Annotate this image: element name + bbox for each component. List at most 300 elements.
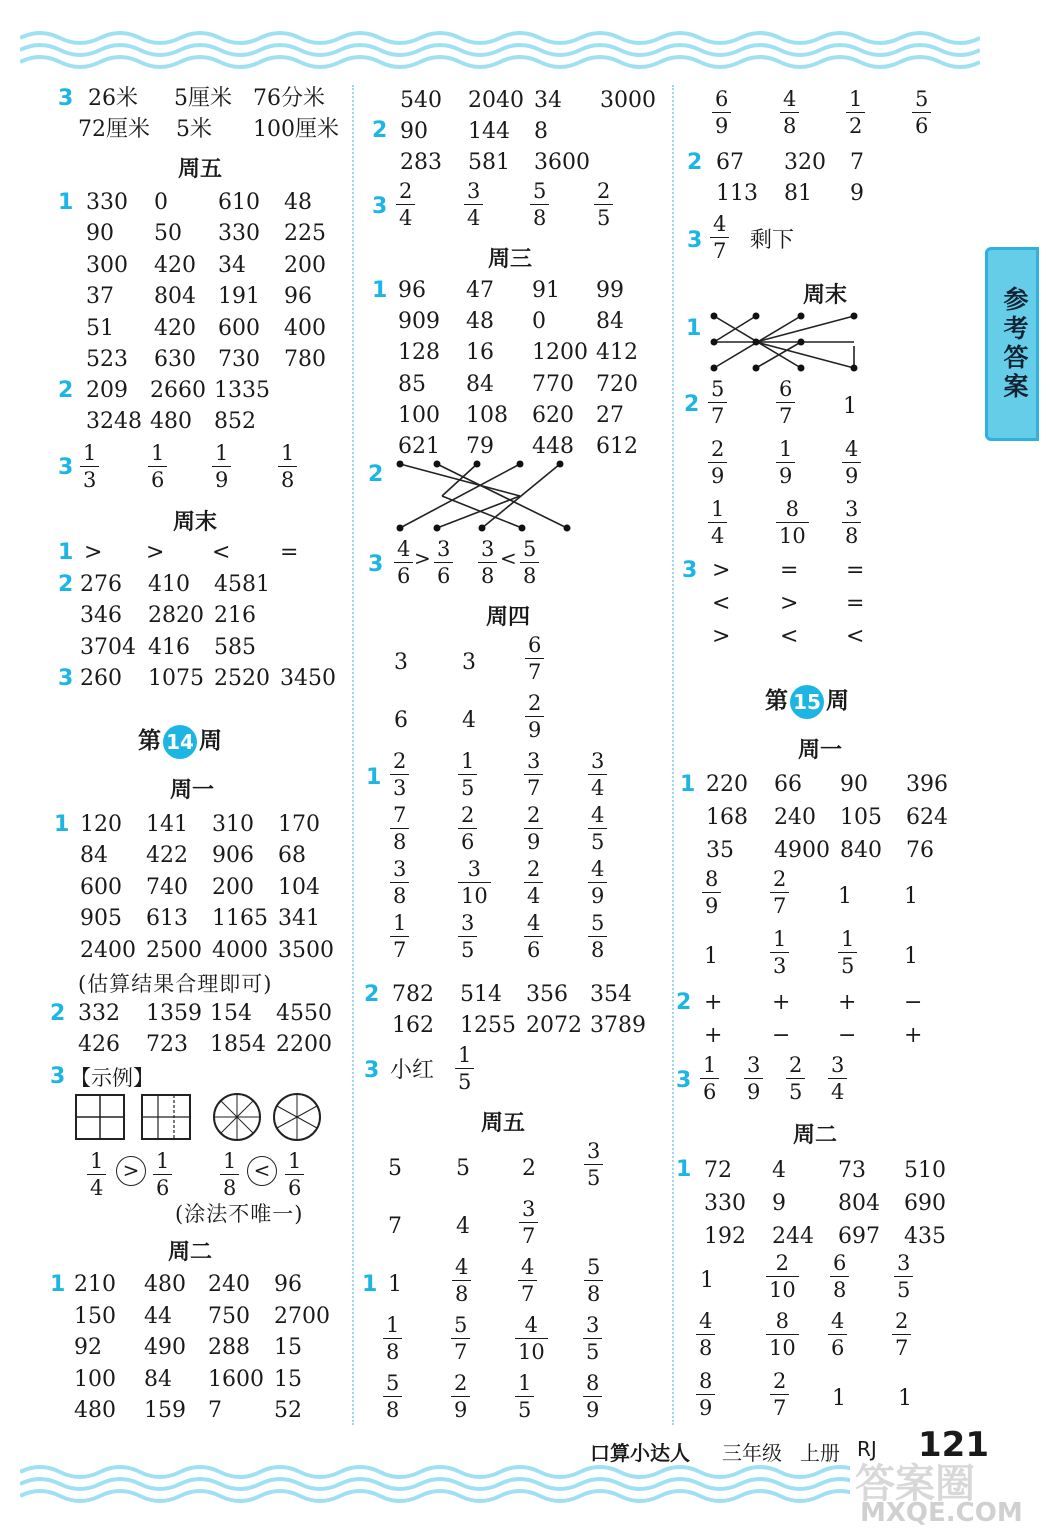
answer-cell: 91: [532, 278, 560, 303]
answer-cell: 4581: [214, 572, 270, 597]
answer-cell: 8: [534, 119, 548, 144]
column-divider: [672, 85, 674, 1425]
numerator: 3: [744, 1052, 763, 1079]
answer-cell: 630: [154, 347, 196, 372]
denominator: 7: [521, 1282, 535, 1306]
fraction: [776, 496, 809, 549]
denominator: 4: [711, 524, 725, 548]
answer-cell: 852: [214, 409, 256, 435]
denominator: 7: [527, 776, 541, 800]
answer-cell: 90: [400, 119, 428, 144]
denominator: 7: [713, 239, 727, 263]
column-divider: [352, 85, 354, 1425]
fraction: [525, 690, 544, 743]
week-number-badge: 14: [163, 725, 197, 759]
answer-cell: 4900: [774, 838, 830, 863]
denominator: 6: [461, 830, 475, 854]
answer-cell: 2700: [274, 1303, 330, 1329]
answer-cell: 523: [86, 347, 128, 372]
fraction: [212, 440, 231, 493]
numerator: 1: [153, 1148, 172, 1175]
denominator: 8: [393, 884, 407, 908]
comparison-sign: <: [780, 624, 799, 649]
denominator: 8: [223, 1176, 237, 1200]
denominator: 4: [527, 884, 541, 908]
numerator: 4: [394, 536, 413, 563]
question-number: 1: [686, 316, 702, 341]
numerator: 2: [708, 436, 727, 463]
answer-cell: 73: [838, 1158, 866, 1183]
fraction: [285, 1148, 304, 1201]
denominator: 9: [454, 1398, 468, 1422]
denominator: 9: [586, 1398, 600, 1422]
numerator: 1: [148, 440, 167, 467]
answer-cell: 770: [532, 371, 574, 397]
numerator: 1: [220, 1148, 239, 1175]
section-heading: 周末: [802, 283, 847, 308]
answer-cell: 7: [208, 1398, 222, 1424]
numerator: 2: [766, 1250, 799, 1277]
answer-cell: 100: [74, 1366, 116, 1392]
question-number: 3: [372, 194, 388, 219]
numerator: 1: [383, 1312, 402, 1339]
answer-cell: 191: [218, 284, 260, 310]
fraction: [478, 536, 497, 589]
answer-cell: 581: [468, 150, 510, 176]
denominator: 9: [715, 114, 729, 138]
numerator: 3: [478, 536, 497, 563]
answer-cell: −: [772, 1023, 791, 1048]
fraction: [390, 802, 409, 855]
answer-cell: 410: [148, 572, 190, 597]
fraction: [390, 748, 409, 801]
numerator: 5: [584, 1254, 603, 1281]
answer-cell: 1: [388, 1272, 402, 1297]
numerator: 8: [583, 1370, 602, 1397]
answer-cell: 0: [154, 190, 168, 215]
fraction: [770, 1368, 789, 1421]
fraction: [80, 440, 99, 493]
answer-cell: 7: [850, 150, 864, 175]
answer-cell: 170: [278, 812, 320, 837]
answer-cell: 1: [704, 944, 718, 969]
answer-cell: 420: [154, 252, 196, 278]
numerator: 1: [770, 926, 789, 953]
denominator: 7: [393, 938, 407, 962]
answer-cell: 200: [212, 874, 254, 900]
fraction: [220, 1148, 239, 1201]
answer-cell: 4: [456, 1214, 470, 1239]
answer-cell: 84: [144, 1366, 172, 1392]
fraction: [458, 748, 477, 801]
denominator: 8: [393, 830, 407, 854]
fraction: [700, 1052, 719, 1105]
numerator: 4: [524, 910, 543, 937]
shading-note: (涂法不唯一): [175, 1202, 304, 1226]
answer-cell: 52: [274, 1398, 302, 1424]
answer-cell: 0: [532, 309, 546, 335]
answer-cell: 490: [144, 1335, 186, 1361]
watermark-url: MXQE.COM: [860, 1498, 1023, 1528]
denominator: 5: [586, 1340, 600, 1364]
denominator: 9: [711, 464, 725, 488]
denominator: 7: [773, 1396, 787, 1420]
answer-cell: 1075: [148, 666, 204, 691]
numerator: 7: [390, 802, 409, 829]
section-heading: 周五: [480, 1111, 525, 1136]
circle-sixths: [274, 1094, 320, 1140]
fraction: [828, 1308, 847, 1361]
answer-cell: 260: [80, 666, 122, 691]
fraction: [776, 436, 795, 489]
comparison-sign: >: [712, 558, 731, 583]
numerator: 5: [383, 1370, 402, 1397]
denominator: 8: [386, 1340, 400, 1364]
fraction: [451, 1312, 470, 1365]
question-number: 2: [364, 982, 380, 1007]
fraction: [842, 496, 861, 549]
question-number: 1: [50, 1272, 66, 1297]
comparison-sign: >: [780, 591, 799, 616]
numerator: 3: [894, 1250, 913, 1277]
fraction: [786, 1052, 805, 1105]
fraction: [520, 536, 539, 589]
denominator: 5: [461, 776, 475, 800]
square-shaded-sixth: [142, 1095, 190, 1139]
answer-cell: 128: [398, 340, 440, 366]
answer-cell: 79: [466, 434, 494, 459]
denominator: 7: [711, 404, 725, 428]
fraction: [583, 1312, 602, 1365]
week-number-badge: 15: [790, 685, 824, 719]
fraction: [588, 802, 607, 855]
page-number: 121: [918, 1425, 989, 1465]
fraction: [828, 1052, 847, 1105]
answer-cell: 15: [274, 1366, 302, 1392]
fraction: [455, 1042, 474, 1095]
answer-cell: 34: [218, 252, 246, 278]
fraction: [390, 856, 409, 909]
numerator: 6: [712, 86, 731, 113]
numerator: 4: [588, 856, 607, 883]
fraction: [594, 178, 613, 231]
answer-cell: 300: [86, 252, 128, 278]
book-title: 口算小达人: [590, 1441, 690, 1465]
denominator: 7: [779, 404, 793, 428]
answer-cell: 96: [398, 278, 426, 303]
numerator: 2: [786, 1052, 805, 1079]
question-number: 1: [680, 772, 696, 797]
fraction: [518, 1254, 537, 1307]
numerator: 3: [458, 910, 477, 937]
fraction: [584, 1254, 603, 1307]
answer-cell: 100: [398, 402, 440, 428]
denominator: 8: [591, 938, 605, 962]
answer-cell: +: [704, 1023, 723, 1048]
answer-cell: 356: [526, 982, 568, 1007]
answer-cell: 26米: [88, 86, 138, 111]
fraction: [383, 1312, 402, 1365]
question-number: 3: [50, 1064, 66, 1089]
denominator: 9: [527, 830, 541, 854]
answer-cell: 448: [532, 434, 574, 459]
fraction: [383, 1370, 402, 1423]
numerator: 8: [702, 866, 721, 893]
answer-cell: 2040: [468, 88, 524, 113]
answer-cell: +: [772, 990, 791, 1015]
numerator: 4: [842, 436, 861, 463]
fraction: [515, 1312, 548, 1365]
denominator: 8: [587, 1282, 601, 1306]
denominator: 5: [587, 1166, 601, 1190]
answer-cell: 240: [208, 1272, 250, 1297]
answer-cell: 600: [218, 315, 260, 341]
denominator: 5: [789, 1080, 803, 1104]
answer-cell: 1255: [460, 1013, 516, 1039]
denominator: 5: [461, 938, 475, 962]
question-number: 1: [372, 278, 388, 303]
numerator: 2: [524, 802, 543, 829]
numerator: 4: [515, 1312, 548, 1339]
fraction: [712, 86, 731, 139]
answer-cell: 276: [80, 572, 122, 597]
numerator: 8: [776, 496, 809, 523]
denominator: 4: [467, 206, 481, 230]
answer-cell: 7: [388, 1214, 402, 1239]
numerator: 5: [912, 86, 931, 113]
answer-cell: 108: [466, 402, 508, 428]
denominator: 7: [528, 660, 542, 684]
fraction: [148, 440, 167, 493]
fraction: [766, 1308, 799, 1361]
answer-cell: 105: [840, 805, 882, 830]
week-heading: 第 15 周: [765, 682, 849, 719]
answer-cell: 1: [832, 1386, 846, 1411]
answer-cell: 2400: [80, 937, 136, 963]
top-wave-decoration: [20, 28, 980, 70]
fraction: [708, 376, 727, 429]
denominator: 9: [747, 1080, 761, 1104]
denominator: 8: [845, 524, 859, 548]
answer-cell: 332: [78, 1001, 120, 1026]
answer-cell: 3: [394, 650, 408, 675]
fraction: [892, 1308, 911, 1361]
denominator: 10: [779, 524, 806, 548]
answer-cell: 610: [218, 190, 260, 215]
denominator: 5: [897, 1278, 911, 1302]
answer-cell: <: [212, 540, 231, 565]
fraction: [708, 436, 727, 489]
numerator: 1: [390, 910, 409, 937]
answer-cell: 120: [80, 812, 122, 837]
answer-cell: 90: [86, 221, 114, 247]
answer-cell: 1: [838, 884, 852, 909]
answer-cell: +: [704, 990, 723, 1015]
denominator: 6: [703, 1080, 717, 1104]
fraction: [780, 86, 799, 139]
answer-cell: 168: [706, 805, 748, 830]
numerator: 2: [458, 802, 477, 829]
question-number: 1: [362, 1272, 378, 1297]
answer-cell: 613: [146, 906, 188, 932]
answer-cell: +: [838, 990, 857, 1015]
fraction: [830, 1250, 849, 1303]
answer-cell: 2: [522, 1156, 536, 1181]
fraction: [396, 178, 415, 231]
numerator: 2: [396, 178, 415, 205]
fraction: [524, 910, 543, 963]
answer-cell: 9: [772, 1191, 786, 1216]
denominator: 6: [397, 564, 411, 588]
answer-cell: 3500: [278, 937, 334, 963]
answer-cell: −: [904, 990, 923, 1015]
answer-cell: 585: [214, 634, 256, 660]
answer-cell: 84: [466, 371, 494, 397]
question-number: 2: [687, 150, 703, 175]
question-number: 3: [676, 1068, 692, 1093]
answer-cell: 510: [904, 1158, 946, 1183]
numerator: 2: [451, 1370, 470, 1397]
answer-cell: 730: [218, 347, 260, 372]
numerator: 2: [525, 690, 544, 717]
example-label: 【示例】: [70, 1066, 154, 1090]
denominator: 5: [841, 954, 855, 978]
fraction: [708, 496, 727, 549]
answer-cell: 1854: [210, 1032, 266, 1058]
numerator: 1: [212, 440, 231, 467]
answer-cell: 540: [400, 88, 442, 113]
answer-cell: 51: [86, 315, 114, 341]
fraction: [458, 856, 491, 909]
question-number: 3: [364, 1058, 380, 1083]
answer-cell: >: [146, 540, 165, 565]
fraction: [451, 1370, 470, 1423]
answer-cell: 96: [284, 284, 312, 310]
answer-cell: 3704: [80, 634, 136, 660]
question-number: 2: [50, 1001, 66, 1026]
numerator: 3: [434, 536, 453, 563]
numerator: 1: [87, 1148, 106, 1175]
answer-cell: 27: [596, 402, 624, 428]
numerator: 2: [594, 178, 613, 205]
numerator: 4: [518, 1254, 537, 1281]
answer-cell: 354: [590, 982, 632, 1007]
estimate-note: (估算结果合理即可): [78, 972, 273, 996]
answer-cell: 1359: [146, 1001, 202, 1026]
question-number: 2: [368, 462, 384, 487]
answer-cell: 341: [278, 906, 320, 932]
denominator: 6: [156, 1176, 170, 1200]
numerator: 3: [524, 748, 543, 775]
answer-cell: 3: [462, 650, 476, 675]
fraction: [766, 1250, 799, 1303]
answer-cell: 66: [774, 772, 802, 797]
fraction: [464, 178, 483, 231]
numerator: 3: [828, 1052, 847, 1079]
denominator: 5: [591, 830, 605, 854]
fraction: [702, 866, 721, 919]
answer-cell: 216: [214, 603, 256, 629]
question-number: 2: [684, 392, 700, 417]
denominator: 9: [215, 468, 229, 492]
fraction: [583, 1370, 602, 1423]
numerator: 3: [458, 856, 491, 883]
answer-cell: 72厘米: [78, 117, 150, 142]
answer-cell: 620: [532, 402, 574, 428]
numerator: 3: [583, 1312, 602, 1339]
fraction: [525, 632, 544, 685]
comparison-sign: <: [500, 546, 517, 570]
answer-cell: 2200: [276, 1032, 332, 1058]
denominator: 6: [437, 564, 451, 588]
answer-cell: 1200: [532, 340, 588, 366]
numerator: 1: [285, 1148, 304, 1175]
answer-cell: 84: [80, 843, 108, 869]
denominator: 6: [151, 468, 165, 492]
question-number: 1: [58, 540, 74, 565]
denominator: 6: [831, 1336, 845, 1360]
answer-cell: 416: [148, 634, 190, 660]
answer-cell: 剩下: [750, 228, 795, 253]
answer-cell: 750: [208, 1303, 250, 1329]
numerator: 1: [846, 86, 865, 113]
comparison-sign: >: [116, 1156, 146, 1186]
answer-cell: 1: [898, 1386, 912, 1411]
answer-cell: 2072: [526, 1013, 582, 1039]
numerator: 2: [892, 1308, 911, 1335]
answer-cell: 84: [596, 309, 624, 335]
answer-cell: 412: [596, 340, 638, 366]
answer-cell: 5米: [176, 117, 212, 142]
fraction: [584, 1138, 603, 1191]
answer-cell: +: [904, 1023, 923, 1048]
denominator: 9: [699, 1396, 713, 1420]
answer-cell: 44: [144, 1303, 172, 1329]
answer-cell: 621: [398, 434, 440, 459]
numerator: 2: [524, 856, 543, 883]
answer-cell: 346: [80, 603, 122, 629]
question-number: 3: [682, 558, 698, 583]
numerator: 3: [588, 748, 607, 775]
comparison-sign: <: [712, 591, 731, 616]
denominator: 10: [461, 884, 488, 908]
answer-cell: 141: [146, 812, 188, 837]
square-shaded-quarter: [76, 1095, 124, 1139]
answer-cell: 840: [840, 838, 882, 863]
numerator: 1: [700, 1052, 719, 1079]
fraction: [588, 856, 607, 909]
answer-cell: 225: [284, 221, 326, 247]
answer-cell: 804: [154, 284, 196, 310]
question-number: 3: [58, 666, 74, 691]
answer-cell: 68: [278, 843, 306, 869]
answer-cell: =: [280, 540, 299, 565]
answer-cell: 723: [146, 1032, 188, 1058]
fraction: [524, 802, 543, 855]
question-number: 2: [676, 990, 692, 1015]
answer-cell: 480: [150, 409, 192, 435]
denominator: 9: [779, 464, 793, 488]
section-heading: 周末: [172, 510, 217, 535]
comparison-sign: =: [846, 591, 865, 616]
fraction: [696, 1308, 715, 1361]
fraction: [744, 1052, 763, 1105]
comparison-sign: <: [846, 624, 865, 649]
answer-cell: 697: [838, 1224, 880, 1249]
numerator: 3: [584, 1138, 603, 1165]
denominator: 8: [833, 1278, 847, 1302]
circle-eighths: [214, 1094, 260, 1140]
